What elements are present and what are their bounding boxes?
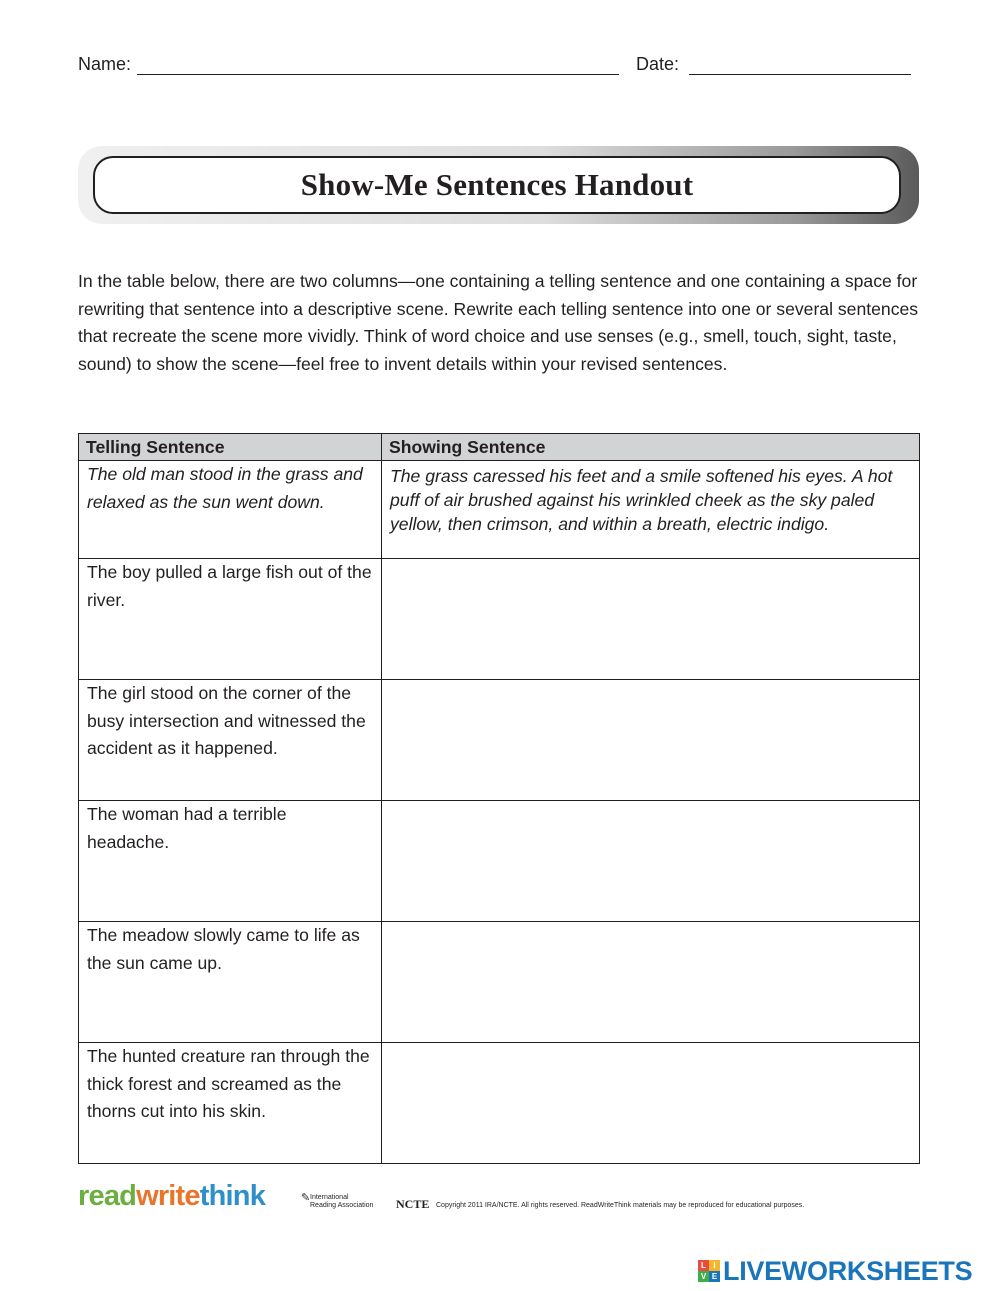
showing-answer-cell[interactable] bbox=[382, 922, 920, 1043]
table-header-row bbox=[79, 434, 920, 461]
showing-answer-cell[interactable] bbox=[382, 1043, 920, 1164]
title-box bbox=[93, 156, 901, 214]
liveworksheets-text: LIVEWORKSHEETS bbox=[723, 1256, 973, 1286]
telling-cell: The boy pulled a large fish out of the river. bbox=[79, 559, 382, 680]
copyright-text: Copyright 2011 IRA/NCTE. All rights reserved. ReadWriteThink materials may be reproduced for educational purposes. bbox=[436, 1202, 805, 1209]
example-showing-cell: The grass caressed his feet and a smile softened his eyes. A hot puff of air brushed against his wrinkled cheek as the sky paled yellow, then crimson, and within a breath, electric indigo. bbox=[382, 461, 920, 559]
badge-letter: L bbox=[698, 1260, 709, 1271]
ira-logo bbox=[301, 1192, 374, 1209]
showing-answer-cell[interactable] bbox=[382, 801, 920, 922]
ira-line-2: Reading Association bbox=[310, 1201, 374, 1209]
footer bbox=[78, 1180, 948, 1220]
table-row bbox=[79, 922, 920, 1043]
table-row bbox=[79, 559, 920, 680]
page-title: Show-Me Sentences Handout bbox=[300, 167, 694, 202]
example-row bbox=[79, 461, 920, 559]
telling-cell: The girl stood on the corner of the busy intersection and witnessed the accident as it happened. bbox=[79, 680, 382, 801]
liveworksheets-logo bbox=[698, 1256, 998, 1286]
ira-line-1: International bbox=[310, 1194, 349, 1201]
date-label: Date: bbox=[636, 54, 680, 74]
header-telling-sentence: Telling Sentence bbox=[79, 434, 382, 461]
name-label: Name: bbox=[78, 54, 132, 74]
name-field[interactable] bbox=[137, 74, 619, 75]
readwritethink-logo bbox=[78, 1180, 265, 1213]
logo-write-text: write bbox=[136, 1180, 200, 1212]
telling-cell: The hunted creature ran through the thick forest and screamed as the thorns cut into his skin. bbox=[79, 1043, 382, 1164]
badge-letter: E bbox=[709, 1271, 720, 1282]
logo-think-text: think bbox=[199, 1180, 266, 1212]
telling-cell: The meadow slowly came to life as the sun came up. bbox=[79, 922, 382, 1043]
example-telling-cell: The old man stood in the grass and relaxed as the sun went down. bbox=[79, 461, 382, 559]
instructions-paragraph: In the table below, there are two columns—one containing a telling sentence and one containing a space for rewriting that sentence into a descriptive scene. Rewrite each telling sentence into one or several sentences that recreate the scene more vividly. Think of word choice and use senses (e.g., smell, touch, sight, taste, sound) to show the scene—feel free to invent details within your revised sentences. bbox=[78, 271, 919, 374]
name-date-line bbox=[78, 54, 918, 80]
header-showing-sentence: Showing Sentence bbox=[382, 434, 920, 461]
ncte-logo: NCTE bbox=[396, 1197, 430, 1211]
sentences-table bbox=[78, 433, 920, 1164]
ira-icon: ✎ bbox=[301, 1192, 311, 1204]
telling-cell: The woman had a terrible headache. bbox=[79, 801, 382, 922]
showing-answer-cell[interactable] bbox=[382, 559, 920, 680]
table-row bbox=[79, 1043, 920, 1164]
date-field[interactable] bbox=[689, 74, 911, 75]
logo-read-text: read bbox=[78, 1180, 137, 1212]
badge-letter: V bbox=[698, 1271, 709, 1282]
liveworksheets-badge-icon bbox=[698, 1260, 720, 1282]
table-row bbox=[79, 801, 920, 922]
showing-answer-cell[interactable] bbox=[382, 680, 920, 801]
table-row bbox=[79, 680, 920, 801]
title-banner bbox=[78, 146, 919, 224]
badge-letter: I bbox=[709, 1260, 720, 1271]
